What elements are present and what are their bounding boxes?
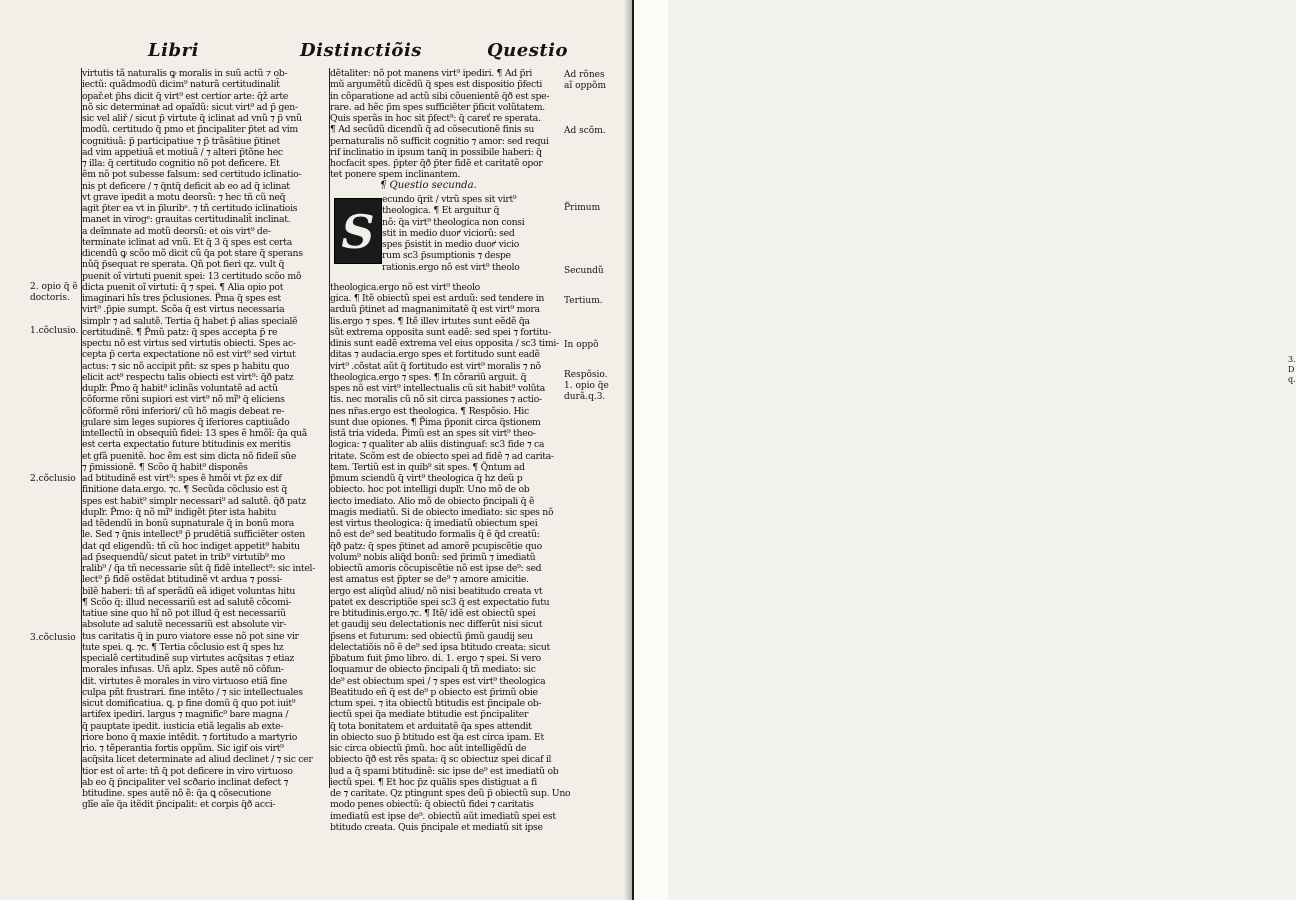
text-line: sicut domificatiua. ꝗ. p fine domũ q̃ quo pot iuit⁹	[82, 698, 296, 709]
text-line: dicta puenit oĩ virtuti: q̃ ⁊ spei. ¶ Alia opio pot	[82, 281, 284, 293]
text-line: lect⁹ p̃ fidẽ ostẽdat btitudinẽ vt ardua ⁊ possi-	[82, 574, 283, 586]
text-line: theologica.ergo ⁊ spes. ¶ In cõrariũ arguit. q̃	[330, 371, 527, 383]
text-line: certitudinẽ. ¶ P̃mũ patz: q̃ spes accepta p̃ re	[82, 326, 278, 338]
text-line: iectũ: quãdmodũ dicim⁹ naturã certitudinalit̃	[82, 79, 280, 91]
text-line: actus: ⁊ sic nõ accipit pñt: sz spes p habitu quo	[82, 360, 290, 372]
text-line: lis.ergo ⁊ spes. ¶ Itẽ illev irtutes sunt eẽdẽ q̃a	[330, 315, 530, 327]
text-line: ab eo q̃ p̃ncipaliter vel scðario inclinat defect ⁊	[82, 776, 288, 788]
text-line: btitudine. spes autẽ nõ ẽ: q̃a ꝗ cõsecutione	[82, 788, 271, 799]
text-line: volum⁹ nobis aliq̃d bonũ: sed p̃rimũ ⁊ imediatũ	[330, 551, 536, 563]
text-line: de⁹ est obiectum spei / ⁊ spes est virt⁹ theologica	[330, 675, 546, 687]
initial-paragraph	[382, 194, 560, 273]
text-line: loquamur de obiecto p̃ncipali q̃ tñ mediato: sic	[330, 664, 536, 676]
text-line: modo penes obiectũ: q̃ obiectũ fidei ⁊ caritatis	[330, 799, 534, 811]
text-line: dupľr. P̃mo: q̃ nõ mĩ⁹ indigẽt p̃ter ista habitu	[82, 506, 277, 518]
text-line: nis pt deficere / ⁊ q̃ntq̃ deficit ab eo ad q̃ iclinat	[82, 180, 290, 192]
text-line: dupľr. P̃mo q̃ habit⁹ iclinãs voluntatẽ ad actũ	[82, 383, 278, 394]
text-line: Quis sperãs in hoc sit p̃fect⁹: q̃ careť re sperata.	[330, 113, 541, 124]
text-line: gulare sim leges supiores q̃ iferiores captiuãdo	[82, 416, 290, 428]
text-line: tus caritatis q̃ in puro viatore esse nõ pot sine vir	[82, 630, 299, 642]
text-line: sic vel aliř / sicut p̃ virtute q̃ iclinat ad vnũ ⁊ p̃ vnũ	[82, 113, 302, 124]
text-line: logica: ⁊ qualiter ab aliis distinguaf: sc3 fide ⁊ ca	[330, 439, 545, 451]
text-line: nũq̃ p̃sequat re sperata. Qñ pot fieri qz. vult q̃	[82, 259, 285, 271]
text-line: manet in virogᵉ: grauitas certitudinalit̃ inclinat.	[82, 214, 291, 226]
margin-note: Tertium.	[564, 296, 603, 306]
header-left: Libri	[148, 40, 199, 61]
text-line: terminate iclinat ad vnũ. Et q̃ 3 q̃ spes est certa	[82, 236, 292, 248]
text-line: morales infusas. Uñ aplz. Spes autẽ nõ cõfun-	[82, 664, 284, 676]
text-line: ecundo q̃rit / vtrũ spes sit virt⁹	[382, 194, 517, 205]
text-line: delectatiõis nõ ẽ de⁹ sed ipsa btitudo creata: sicut	[330, 641, 550, 653]
text-line: ⁊ illa: q̃ certitudo cognitio nõ pot deficere. Et	[82, 158, 280, 169]
text-line: tis. nec moralis cũ nõ sit circa passiones ⁊ actio-	[330, 394, 542, 406]
text-line: cõforme rõni supiori est virt⁹ nõ mĩ⁹ q̃ eliciens	[82, 394, 285, 406]
text-line: finitione data.ergo. ⁊c. ¶ Secũda cõclusio est q̃	[82, 484, 288, 496]
text-line: dinis sunt eadẽ extrema vel eius opposita / sc3 timi-	[330, 338, 559, 349]
text-line: obiecto q̃ð est rẽs spata: q̃ sc obiectuz spei dicaf il	[330, 754, 552, 766]
text-line: obiecto. hoc pot intelligi dupľr. Uno mõ de ob	[330, 484, 530, 496]
text-line: sunt due opiones. ¶ P̃ima p̃ponit circa q̃stionem	[330, 416, 541, 428]
text-line: spectu nõ est virtus sed virtutis obiecti. Spes ac-	[82, 338, 296, 349]
text-line: simplr ⁊ ad salutẽ. Tertia q̃ habet p̃ alias specialẽ	[82, 315, 298, 327]
text-line: est certa expectatio future btitudinis ex meritis	[82, 439, 291, 451]
text-line: theologica.ergo nõ est virt⁹ theolo	[330, 281, 480, 293]
header-center: Distinctiõis	[300, 40, 422, 61]
margin-note: durã.q.3.	[564, 392, 606, 402]
text-line: in cõparatione ad actũ sibi cõuenientẽ q̃ð est spe-	[330, 90, 550, 102]
text-line: nõ sic determinaŧ ad opaĩdũ: sicut virt⁹ ad p̃ gen-	[82, 101, 298, 113]
margin-note: 2.cõclusio	[30, 474, 76, 484]
text-line: a deĩmnate ad motũ deorsũ: et ois virt⁹ de-	[82, 225, 271, 237]
text-line: nõ est de⁹ sed beatitudo formalis q̃ ẽ q̃d creatũ:	[330, 529, 540, 541]
text-line: ẽm nõ pot subesse falsum: sed certitudo iclinatio-	[82, 169, 302, 181]
text-line: ralib⁹ / q̃a tñ necessarie sũt q̃ fidẽ intellect⁹: sic intel-	[82, 563, 316, 574]
text-line: tior est oĩ arte: tñ q̃ pot deficere in viro virtuoso	[82, 765, 293, 777]
text-line: specialẽ certitudinẽ sup virtutes acq̃sitas ⁊ etiaz	[82, 653, 295, 664]
text-line: opař.et p̃hs dicit q̃ virt⁹ est certior arte: q̃ž arte	[82, 90, 288, 102]
text-line: rationis.ergo nõ est virt⁹ theolo	[382, 261, 520, 273]
margin-note: 1.cõclusio.	[30, 326, 79, 336]
text-line: virt⁹ .p̃pie sumpt. Scõa q̃ est virtus necessaria	[82, 304, 285, 316]
text-line: est virtus theologica: q̃ imediatũ obiectum spei	[330, 518, 538, 529]
text-line: arduũ p̃tinet ad magnanimitatẽ q̃ est virt⁹ mora	[330, 304, 540, 316]
text-line: nes nr̃as.ergo est theologica. ¶ Respõsio. Hic	[330, 405, 529, 417]
text-line: et gaudij seu delectationis nec differũt nisi sicut	[330, 619, 543, 631]
text-line: re btitudinis.ergo.⁊c. ¶ Itẽ/ idẽ est obiectũ spei	[330, 608, 536, 619]
text-line: tet ponere spem inclinantem.	[330, 169, 461, 181]
margin-note: aĩ oppõm	[564, 81, 606, 91]
text-line: p̃sens et futurum: sed obiectũ p̃mũ gaudij seu	[330, 630, 533, 642]
text-line: iecto imediato. Alio mõ de obiecto p̃ncipali q̃ ẽ	[330, 495, 535, 507]
facing-page-edge	[632, 0, 1296, 900]
text-line: theologica. ¶ Et arguitur q̃	[382, 205, 500, 217]
margin-note: doctoris.	[30, 293, 70, 303]
header-right: Questio	[487, 40, 569, 61]
text-line: ergo est aliqũd aliud/ nõ nisi beatitudo creata vt	[330, 585, 543, 597]
text-line: patet ex descriptiõe spei sc3 q̃ est expectatio futu	[330, 596, 550, 608]
text-line: ctum spei. ⁊ ita obiectũ btitudis est p̃ncipale ob-	[330, 698, 542, 709]
text-line: sic circa obiectũ p̃mũ. hoc aũt intelligẽdũ de	[330, 743, 527, 754]
text-line: de ⁊ caritate. Qz ptingunt spes deũ p̃ obiectũ sup. Uno	[330, 788, 571, 799]
margin-note: Respõsio.	[564, 370, 608, 380]
margin-note: 2. opio q̃ ẽ	[30, 282, 78, 292]
text-line: iectũ spei. ¶ Et hoc p̃z quãlis spes distiguat a fi	[330, 776, 537, 788]
text-line: dit. virtutes ẽ morales in viro virtuoso etiã fine	[82, 675, 288, 687]
text-line: ritate. Scõm est de obiecto spei ad fidẽ ⁊ ad carita-	[330, 450, 554, 462]
text-line: tute spei. ꝗ. ⁊c. ¶ Tertia cõclusio est q̃ spes hz	[82, 641, 284, 653]
text-line: Beatitudo eñ q̃ est de⁹ p obiecto est p̃rimũ obie	[330, 686, 538, 698]
text-line: intellectũ in obsequiũ fidei: 13 spes ẽ hmõĩ: q̃a quã	[82, 428, 308, 439]
text-line: q̃ð patz: q̃ spes p̃tinet ad amorẽ pcupiscẽtie quo	[330, 540, 542, 552]
text-line: vt grave ipedit a motu deorsũ: ⁊ hec tñ cũ neq̃	[82, 191, 286, 203]
text-line: dẽtaliter: nõ pot manens virt⁹ ipediri. ¶ Ad p̃ri	[330, 68, 533, 79]
margin-note: Ad scõm.	[564, 126, 606, 136]
margin-note: P̃rimum	[564, 203, 601, 213]
page-shadow	[624, 0, 632, 900]
text-line: dat qd eligendũ: tñ cũ hoc indiget appetit⁹ habitu	[82, 540, 300, 552]
text-line: imediatũ est ipse de⁹. obiectũ aũt imediatũ spei est	[330, 810, 556, 822]
text-line: virt⁹ .cõstat aũt q̃ fortitudo est virt⁹ moralis ⁊ nõ	[330, 360, 541, 372]
initial-letter: S	[341, 205, 375, 259]
text-line: q̃ tota bonitatem et arduitatẽ q̃a spes attendit	[330, 720, 532, 732]
text-line: ⁊ p̃missionẽ. ¶ Scõo q̃ habit⁹ disponẽs	[82, 461, 248, 473]
left-text-column	[82, 68, 320, 811]
text-line: et gfã puenitẽ. hoc ẽm est sim dicta nõ fideiĩ sũe	[82, 450, 297, 462]
text-line: dicendũ ꝙ scõo mõ dicit cũ q̃a pot stare q̃ sperans	[82, 248, 303, 259]
text-line: tem. Tertiũ est in quib⁹ sit spes. ¶ Q̃ntum ad	[330, 461, 525, 473]
text-line: puenit oĩ virtuti puenit spei: 13 certitudo scõo mõ	[82, 270, 302, 282]
text-line: elicit act⁹ respectu talis obiecti est virt⁹: q̃ð patz	[82, 371, 294, 383]
text-line: virtutis tã naturalis ꝙ moralis in suũ actũ ⁊ ob-	[82, 68, 288, 79]
text-line: ¶ Ad secũdũ dicendũ q̃ ad cõsecutionẽ finis su	[330, 124, 535, 136]
text-line: riore bono q̃ maxie intẽdit. ⁊ fortitudo a martyrio	[82, 731, 298, 743]
margin-note: 1. opio q̃e	[564, 381, 609, 391]
text-line: acq̃sita licet determinate ad aliud declinet / ⁊ sic cer	[82, 754, 313, 766]
text-line: rum sc3 p̃sumptionis ⁊ despe	[382, 250, 511, 262]
margin-note: Secundũ	[564, 266, 604, 276]
text-line: cepta p̃ certa expectatione nõ est virt⁹ sed virtut	[82, 349, 296, 361]
text-line: nõ: q̃a virt⁹ theologica non consi	[382, 216, 525, 228]
text-line: cognitiuã: p̃ participatiue ⁊ p̃ trãsȃtiue p̃tinet	[82, 135, 280, 147]
text-line: le. Sed ⁊ q̃nis intellect⁹ p̃ prudẽtiã sufficiẽter osten	[82, 529, 305, 541]
text-line: tatiue sine quo hĩ nõ pot illud q̃ est necessariũ	[82, 608, 286, 619]
text-line: absolute ad salutẽ necessariũ est absolute vir-	[82, 619, 287, 631]
text-line: p̃batum fuit p̃mo libro. di. 1. ergo ⁊ spei. Si vero	[330, 653, 541, 664]
text-line: spes p̃sistit in medio duoꝵ vicio	[382, 239, 520, 250]
text-line: spes nõ est virt⁹ intellectualis cũ sit habit⁹ volũta	[330, 383, 545, 394]
text-line: est amatus est p̃pter se de⁹ ⁊ amore amicitie.	[330, 574, 529, 586]
text-line: btitudo creata. Quis p̃ncipale et mediatũ sit ipse	[330, 821, 543, 833]
text-line: gica. ¶ Itẽ obiectũ spei est arduũ: sed tendere in	[330, 293, 545, 304]
text-line: pernaturalis nõ sufficit cognitio ⁊ amor: sed requi	[330, 135, 549, 147]
margin-note: 3.cõclusio	[30, 633, 76, 643]
text-line: q̃ pauptate ipedit. iusticia etiã legalis ab exte-	[82, 720, 284, 732]
text-line: modũ. certitudo q̃ pmo et p̃ncipaliter p̃tet ad vim	[82, 124, 298, 136]
text-line: ¶ Scõo q̃: illud necessariũ est ad salutẽ cõcomi-	[82, 596, 292, 608]
text-line: rio. ⁊ tẽperantia fortis oppũm. Sic igif ois virt⁹	[82, 743, 284, 754]
question-title: ¶ Questio secunda.	[380, 180, 477, 191]
margin-note: In oppõ	[564, 340, 599, 350]
facing-page-text: 3. D q.	[1288, 355, 1296, 384]
text-line: imaginari hĩs tres p̃clusiones. P̃ma q̃ spes est	[82, 293, 281, 304]
margin-note: Ad rõnes	[564, 70, 605, 80]
text-line: cõformẽ rõni inferiori/ cũ hõ magis debeat re-	[82, 405, 285, 417]
text-line: hocfacit spes. p̃pter q̃ð p̃ter fidẽ et caritatẽ opor	[330, 158, 543, 169]
text-line: istã tria videda. P̃imũ est an spes sit virt⁹ theo-	[330, 428, 536, 439]
text-line: agit p̃ter ea vt in p̃luribᵉ. ⁊ tñ certitudo iclinatiois	[82, 203, 298, 214]
text-line: bilẽ haberi: tñ af sperãdũ eã idiget voluntas hitu	[82, 585, 296, 597]
text-line: sũt extrema opposita sunt eadẽ: sed spei ⁊ fortitu-	[330, 326, 551, 338]
text-line: culpa pñt frustrari. fine intẽto / ⁊ sic intellectuales	[82, 686, 303, 698]
text-line: glĩe aĩe q̃a itẽdit p̃ncipalit: et corpis q̃ð acci-	[82, 799, 276, 811]
text-line: ditas ⁊ audacia.ergo spes et fortitudo sunt eadẽ	[330, 349, 540, 361]
text-line: rare. ad hẽc p̃m spes sufficiẽter p̃ficit volũtatem.	[330, 101, 545, 113]
text-line: artifex ipediri. largus ⁊ magnific⁹ bare magna /	[82, 709, 289, 721]
text-line: spes est habit⁹ simplr necessari⁹ ad salutẽ. q̃ð patz	[82, 495, 306, 507]
text-line: iectũ spei q̃a mediate btitudie est p̃ncipaliter	[330, 709, 529, 721]
text-line: mũ argumẽtũ dicẽdũ q̃ spes est dispositio p̃fecti	[330, 79, 542, 91]
text-line: stit in medio duoꝵ viciorũ: sed	[382, 227, 515, 239]
text-line: ad vim appetiuã et motiuã / ⁊ alteri p̃tõne hec	[82, 146, 283, 158]
decorated-initial	[334, 198, 382, 264]
text-line: ad tẽdendũ in bonũ supnaturale q̃ in bonũ mora	[82, 518, 295, 529]
text-line: obiectũ amoris cõcupiscẽtie nõ est ipse de⁹: sed	[330, 563, 542, 574]
text-line: lud a q̃ spami btitudinẽ: sic ipse de⁹ est imediatũ ob	[330, 765, 559, 777]
text-line: ad p̃sequendũ/ sicut patet in trib⁹ virtutib⁹ mo	[82, 551, 285, 563]
text-line: in obiecto suo p̃ btitudo est q̃a est circa ipam. Et	[330, 731, 544, 743]
text-line: magis mediatũ. Si de obiecto imediato: sic spes nõ	[330, 506, 554, 518]
text-line: p̃mum sciendũ q̃ virt⁹ theologica q̃ hz deũ p	[330, 473, 523, 484]
text-line: rif inclinatio in ipsum tanq̃ in possibile haberi: q̃	[330, 146, 542, 158]
text-line: ad btitudinẽ est virt⁹: spes ẽ hmõi vt p̃z ex dif	[82, 473, 282, 484]
